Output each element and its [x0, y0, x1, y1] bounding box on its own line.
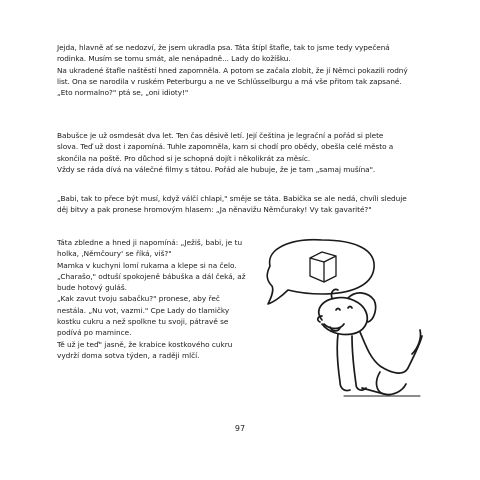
text-line: „Kak zavut tvoju sabačku?" pronese, aby řeč — [57, 294, 220, 304]
text-line: Mamka v kuchyni lomí rukama a klepe si na čelo. — [57, 260, 237, 270]
dog-illustration — [252, 232, 432, 412]
paragraph-3 — [57, 193, 435, 216]
text-line: skončila na poště. Pro důchod si je schopná dojít i několikrát za měsíc. — [57, 153, 311, 163]
dog-figure — [318, 289, 422, 396]
text-line: podívá po mamince. — [57, 328, 132, 338]
text-line: rodinka. Musím se tomu smát, ale nenápadně... Lady do kožíšku. — [57, 54, 291, 64]
text-line: Babušce je už osmdesát dva let. Ten čas děsivě letí. Její čeština je legrační a pořád si plete — [57, 131, 384, 140]
text-line: kostku cukru a než spolkne tu svoji, pátravě se — [57, 317, 229, 327]
text-line: Jejda, hlavně ať se nedozví, že jsem ukradla psa. Táta štípl štafle, tak to jsme tedy vypečená — [57, 43, 390, 52]
text-line: „Eto normalno?" ptá se, „oni idioty!" — [57, 88, 189, 98]
text-line: děj bitvy a pak pronese hromovým hlasem: „Ja něnavižu Němčuraky! Vy tak gavarité?" — [57, 205, 372, 215]
sugar-cube-icon — [310, 252, 336, 282]
text-line: slova. Teď už dost i zapomíná. Tuhle zapomněla, kam si chodí pro obědy, obešla celé město a — [57, 142, 394, 152]
text-line: bude hotový guláš. — [57, 283, 127, 293]
page-number: 97 — [234, 424, 246, 433]
paragraph-1 — [57, 42, 435, 98]
text-line: Táta zbledne a hned ji napomíná: „Ježiš, babi, je tu — [57, 238, 243, 247]
text-line: holka, ‚Němčoury' se říká, viš?" — [57, 249, 172, 259]
text-line: nestála. „Nu vot, vazmi." Cpe Lady do tlamičky — [57, 305, 230, 315]
thought-bubble — [267, 240, 374, 304]
paragraph-2 — [57, 130, 435, 175]
text-line: „Babi, tak to přece být musí, když válčí chlapi," směje se táta. Babička se ale nedá, chvíli sleduje — [57, 194, 407, 203]
text-line: vydrží doma sotva týden, a raději mlčí. — [57, 350, 200, 360]
paragraph-4 — [57, 237, 257, 361]
text-line: Vždy se ráda dívá na válečné filmy s tátou. Pořád ale hubuje, že je tam „samaj mušína". — [57, 164, 376, 174]
text-line: list. Ona se narodila v ruském Peterburgu a ne ve Schlüsselburgu a má vše přitom tak zapsané. — [57, 76, 402, 86]
text-line: Tě už je teď" jasně, že krabice kostkového cukru — [57, 339, 233, 349]
text-line: Na ukradené štafle naštěstí hned zapomněla. A potom se začala zlobit, že jí Němci pokazili rodný — [57, 65, 408, 75]
text-line: „Charašo," odtuší spokojeně bábuška a dál čeká, až — [57, 271, 246, 281]
